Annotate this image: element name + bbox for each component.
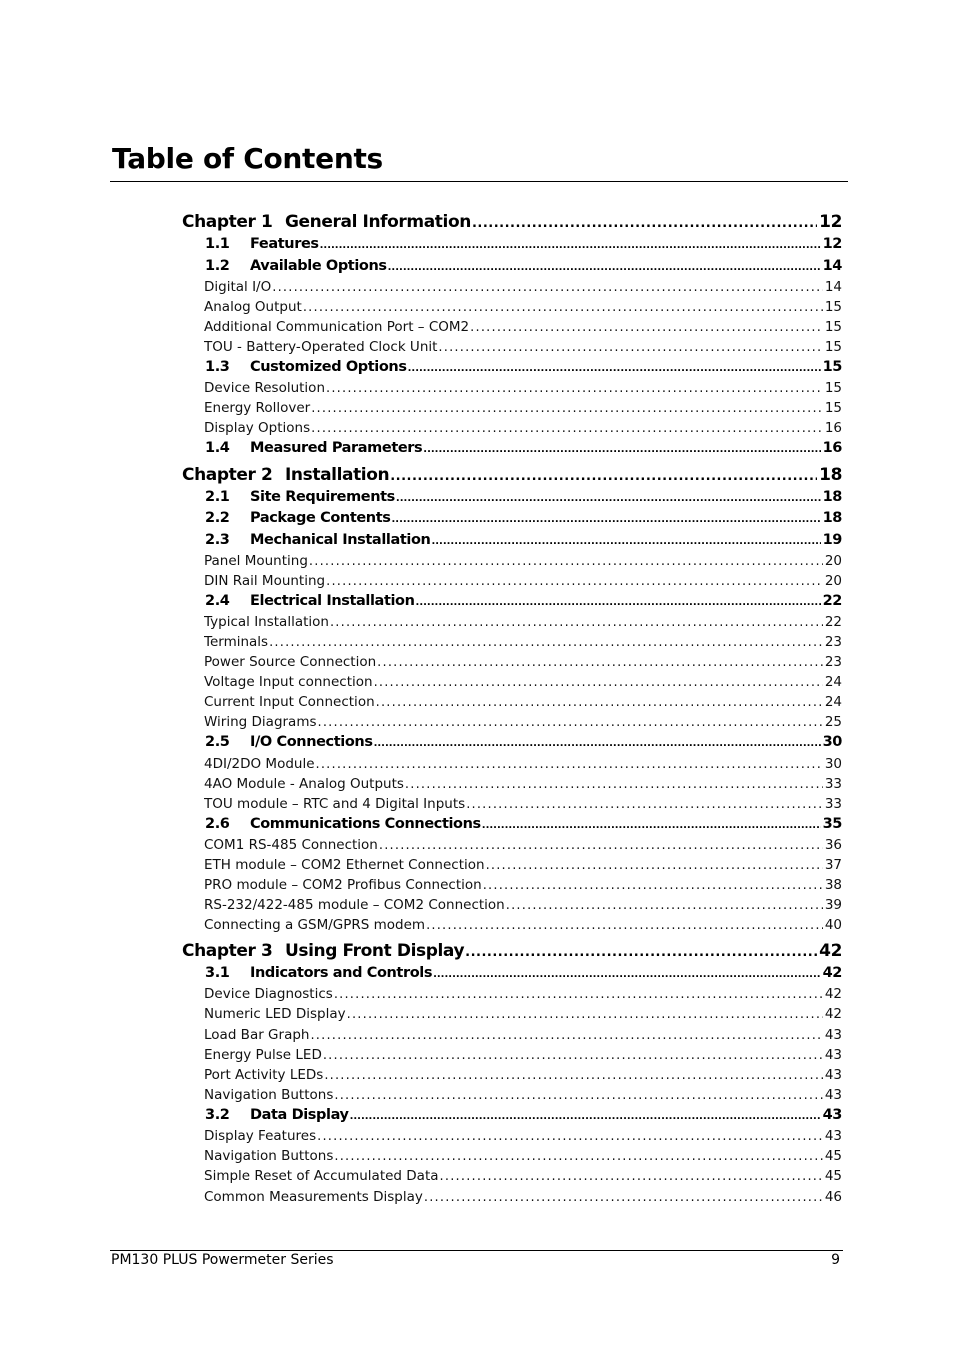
dot-leader [470, 320, 823, 335]
toc-chapter-entry[interactable] [182, 941, 842, 965]
toc-entry-label: Simple Reset of Accumulated Data [204, 1168, 439, 1184]
toc-entry-label: Load Bar Graph [204, 1027, 310, 1043]
dot-leader [334, 1088, 822, 1103]
toc-entry-page-number: 43 [822, 1107, 842, 1123]
toc-section-entry[interactable] [205, 593, 842, 613]
dot-leader [408, 363, 821, 374]
dot-leader [330, 615, 823, 630]
toc-sub-entry[interactable] [204, 714, 842, 734]
toc-entry-page-number: 36 [824, 837, 842, 853]
toc-entry-page-number: 25 [824, 714, 842, 730]
toc-section-entry[interactable] [205, 236, 842, 256]
toc-sub-entry[interactable] [204, 986, 842, 1006]
toc-entry-label: Display Features [204, 1128, 317, 1144]
dot-leader [426, 918, 823, 933]
toc-entry-label: Energy Pulse LED [204, 1047, 322, 1063]
dot-leader [350, 1111, 821, 1122]
toc-entry-page-number: 22 [822, 593, 842, 609]
toc-sub-entry[interactable] [204, 877, 842, 897]
dot-leader [326, 574, 823, 589]
toc-entry-label: COM1 RS-485 Connection [204, 837, 378, 853]
toc-entry-page-number: 43 [824, 1087, 842, 1103]
toc-sub-entry[interactable] [204, 857, 842, 877]
toc-chapter-entry[interactable] [182, 465, 842, 489]
toc-entry-label: 4AO Module - Analog Outputs [204, 776, 404, 792]
toc-sub-entry[interactable] [204, 1148, 842, 1168]
dot-leader [440, 1169, 823, 1184]
toc-sub-entry[interactable] [204, 1087, 842, 1107]
toc-sub-entry[interactable] [204, 400, 842, 420]
toc-entry-number: Chapter 1 [182, 212, 273, 232]
toc-section-entry[interactable] [205, 816, 842, 836]
toc-entry-page-number: 18 [822, 510, 842, 526]
toc-entry-page-number: 40 [824, 917, 842, 933]
toc-entry-label: PRO module – COM2 Profibus Connection [204, 877, 482, 893]
toc-entry-label: General Information [285, 212, 471, 232]
toc-entry-page-number: 38 [824, 877, 842, 893]
toc-entry-label: Common Measurements Display [204, 1189, 423, 1205]
toc-sub-entry[interactable] [204, 917, 842, 937]
toc-sub-entry[interactable] [204, 573, 842, 593]
toc-sub-entry[interactable] [204, 674, 842, 694]
toc-sub-entry[interactable] [204, 319, 842, 339]
toc-entry-page-number: 42 [822, 965, 842, 981]
toc-entry-label: Features [250, 236, 319, 252]
dot-leader [482, 820, 821, 831]
toc-entry-page-number: 39 [824, 897, 842, 913]
toc-entry-label: Analog Output [204, 299, 302, 315]
toc-entry-label: Device Diagnostics [204, 986, 333, 1002]
toc-entry-label: Display Options [204, 420, 311, 436]
toc-entry-number: 1.1 [205, 236, 230, 252]
toc-sub-entry[interactable] [204, 614, 842, 634]
dot-leader [433, 969, 821, 980]
dot-leader [416, 597, 821, 608]
toc-section-entry[interactable] [205, 489, 842, 509]
dot-leader [326, 381, 823, 396]
toc-entry-label: Installation [285, 465, 390, 485]
toc-entry-page-number: 15 [822, 359, 842, 375]
footer-divider [110, 1250, 843, 1251]
toc-entry-number: 2.6 [205, 816, 230, 832]
toc-section-entry[interactable] [205, 510, 842, 530]
toc-entry-number: 2.3 [205, 532, 230, 548]
toc-entry-label: Terminals [204, 634, 269, 650]
toc-entry-label: Additional Communication Port – COM2 [204, 319, 470, 335]
toc-entry-page-number: 22 [824, 614, 842, 630]
dot-leader [390, 469, 817, 484]
toc-entry-page-number: 15 [824, 339, 842, 355]
dot-leader [424, 1190, 823, 1205]
toc-entry-page-number: 12 [822, 236, 842, 252]
toc-entry-page-number: 23 [824, 634, 842, 650]
toc-sub-entry[interactable] [204, 420, 842, 440]
toc-entry-number: 2.4 [205, 593, 230, 609]
toc-section-entry[interactable] [205, 734, 842, 754]
toc-entry-number: 1.4 [205, 440, 230, 456]
toc-entry-label: Available Options [250, 258, 387, 274]
dot-leader [376, 695, 823, 710]
dot-leader [483, 878, 823, 893]
toc-entry-label: Port Activity LEDs [204, 1067, 324, 1083]
toc-sub-entry[interactable] [204, 776, 842, 796]
toc-entry-page-number: 35 [822, 816, 842, 832]
dot-leader [438, 340, 822, 355]
toc-entry-page-number: 43 [824, 1128, 842, 1144]
toc-entry-page-number: 15 [824, 400, 842, 416]
toc-sub-entry[interactable] [204, 654, 842, 674]
dot-leader [324, 1068, 823, 1083]
toc-section-entry[interactable] [205, 359, 842, 379]
toc-entry-label: Connecting a GSM/GPRS modem [204, 917, 426, 933]
toc-entry-label: Using Front Display [285, 941, 465, 961]
dot-leader [303, 300, 823, 315]
dot-leader [272, 280, 823, 295]
toc-sub-entry[interactable] [204, 694, 842, 714]
toc-entry-page-number: 33 [824, 776, 842, 792]
toc-section-entry[interactable] [205, 1107, 842, 1127]
dot-leader [472, 216, 817, 231]
toc-entry-label: TOU module – RTC and 4 Digital Inputs [204, 796, 466, 812]
toc-entry-page-number: 30 [822, 734, 842, 750]
toc-entry-label: Digital I/O [204, 279, 272, 295]
toc-entry-page-number: 18 [819, 465, 842, 485]
toc-sub-entry[interactable] [204, 279, 842, 299]
toc-sub-entry[interactable] [204, 1027, 842, 1047]
toc-entry-page-number: 46 [824, 1189, 842, 1205]
toc-entry-label: Voltage Input connection [204, 674, 373, 690]
toc-entry-page-number: 18 [822, 489, 842, 505]
toc-entry-number: 3.1 [205, 965, 230, 981]
dot-leader [374, 738, 821, 749]
toc-entry-page-number: 20 [824, 553, 842, 569]
toc-sub-entry[interactable] [204, 1128, 842, 1148]
dot-leader [377, 655, 823, 670]
toc-section-entry[interactable] [205, 965, 842, 985]
toc-sub-entry[interactable] [204, 339, 842, 359]
toc-entry-label: Energy Rollover [204, 400, 311, 416]
page-title: Table of Contents [112, 142, 383, 175]
toc-entry-label: Mechanical Installation [250, 532, 431, 548]
dot-leader [323, 1048, 823, 1063]
toc-entry-number: 1.3 [205, 359, 230, 375]
dot-leader [405, 777, 823, 792]
toc-section-entry[interactable] [205, 440, 842, 460]
toc-entry-page-number: 16 [822, 440, 842, 456]
toc-entry-label: Device Resolution [204, 380, 325, 396]
toc-entry-page-number: 42 [824, 1006, 842, 1022]
dot-leader [465, 945, 817, 960]
toc-entry-page-number: 14 [824, 279, 842, 295]
toc-entry-label: Wiring Diagrams [204, 714, 317, 730]
dot-leader [486, 858, 823, 873]
toc-entry-number: Chapter 2 [182, 465, 273, 485]
dot-leader [374, 675, 823, 690]
toc-entry-page-number: 23 [824, 654, 842, 670]
toc-entry-page-number: 42 [819, 941, 842, 961]
toc-sub-entry[interactable] [204, 1168, 842, 1188]
toc-entry-page-number: 24 [824, 694, 842, 710]
toc-entry-number: 2.2 [205, 510, 230, 526]
toc-sub-entry[interactable] [204, 1067, 842, 1087]
toc-sub-entry[interactable] [204, 756, 842, 776]
toc-entry-page-number: 43 [824, 1027, 842, 1043]
toc-entry-label: Current Input Connection [204, 694, 375, 710]
toc-sub-entry[interactable] [204, 796, 842, 816]
toc-entry-page-number: 37 [824, 857, 842, 873]
dot-leader [466, 797, 823, 812]
dot-leader [334, 1149, 822, 1164]
toc-sub-entry[interactable] [204, 1189, 842, 1209]
dot-leader [311, 401, 823, 416]
toc-entry-page-number: 43 [824, 1067, 842, 1083]
toc-entry-label: Panel Mounting [204, 553, 308, 569]
toc-entry-page-number: 24 [824, 674, 842, 690]
toc-sub-entry[interactable] [204, 837, 842, 857]
toc-section-entry[interactable] [205, 258, 842, 278]
dot-leader [317, 1129, 823, 1144]
toc-entry-page-number: 15 [824, 380, 842, 396]
toc-sub-entry[interactable] [204, 299, 842, 319]
toc-entry-label: TOU - Battery-Operated Clock Unit [204, 339, 438, 355]
toc-entry-label: Navigation Buttons [204, 1148, 334, 1164]
toc-entry-page-number: 20 [824, 573, 842, 589]
dot-leader [318, 715, 823, 730]
toc-entry-label: Typical Installation [204, 614, 329, 630]
dot-leader [396, 493, 821, 504]
toc-entry-page-number: 15 [824, 299, 842, 315]
toc-sub-entry[interactable] [204, 380, 842, 400]
dot-leader [423, 444, 820, 455]
toc-entry-label: Navigation Buttons [204, 1087, 334, 1103]
toc-entry-number: 1.2 [205, 258, 230, 274]
toc-entry-page-number: 16 [824, 420, 842, 436]
toc-entry-page-number: 30 [824, 756, 842, 772]
dot-leader [431, 536, 820, 547]
toc-entry-label: Site Requirements [250, 489, 395, 505]
dot-leader [506, 898, 823, 913]
toc-entry-number: Chapter 3 [182, 941, 273, 961]
toc-entry-number: 3.2 [205, 1107, 230, 1123]
toc-entry-page-number: 42 [824, 986, 842, 1002]
toc-sub-entry[interactable] [204, 897, 842, 917]
toc-entry-label: 4DI/2DO Module [204, 756, 315, 772]
dot-leader [391, 514, 820, 525]
toc-entry-label: Communications Connections [250, 816, 481, 832]
toc-section-entry[interactable] [205, 532, 842, 552]
toc-entry-page-number: 33 [824, 796, 842, 812]
toc-entry-page-number: 19 [822, 532, 842, 548]
footer-document-name: PM130 PLUS Powermeter Series [111, 1252, 334, 1268]
dot-leader [379, 838, 823, 853]
toc-sub-entry[interactable] [204, 634, 842, 654]
toc-entry-label: ETH module – COM2 Ethernet Connection [204, 857, 485, 873]
toc-sub-entry[interactable] [204, 553, 842, 573]
toc-entry-number: 2.5 [205, 734, 230, 750]
toc-entry-page-number: 15 [824, 319, 842, 335]
toc-entry-label: Numeric LED Display [204, 1006, 346, 1022]
toc-entry-label: Electrical Installation [250, 593, 415, 609]
dot-leader [311, 421, 823, 436]
toc-entry-label: I/O Connections [250, 734, 373, 750]
toc-entry-label: Package Contents [250, 510, 391, 526]
dot-leader [388, 262, 821, 273]
toc-entry-label: RS-232/422-485 module – COM2 Connection [204, 897, 505, 913]
dot-leader [320, 240, 821, 251]
dot-leader [316, 757, 823, 772]
toc-entry-label: Data Display [250, 1107, 349, 1123]
toc-entry-label: DIN Rail Mounting [204, 573, 326, 589]
toc-entry-page-number: 45 [824, 1168, 842, 1184]
toc-entry-label: Measured Parameters [250, 440, 423, 456]
toc-entry-page-number: 12 [819, 212, 842, 232]
toc-sub-entry[interactable] [204, 1006, 842, 1026]
dot-leader [310, 1028, 822, 1043]
toc-entry-label: Customized Options [250, 359, 407, 375]
toc-entry-page-number: 43 [824, 1047, 842, 1063]
dot-leader [309, 554, 823, 569]
dot-leader [347, 1007, 823, 1022]
toc-chapter-entry[interactable] [182, 212, 842, 236]
toc-sub-entry[interactable] [204, 1047, 842, 1067]
footer-page-number: 9 [831, 1252, 840, 1268]
toc-entry-label: Power Source Connection [204, 654, 377, 670]
toc-entry-number: 2.1 [205, 489, 230, 505]
toc-entry-page-number: 14 [822, 258, 842, 274]
toc-entry-page-number: 45 [824, 1148, 842, 1164]
dot-leader [269, 635, 823, 650]
dot-leader [334, 987, 823, 1002]
toc-entry-label: Indicators and Controls [250, 965, 433, 981]
